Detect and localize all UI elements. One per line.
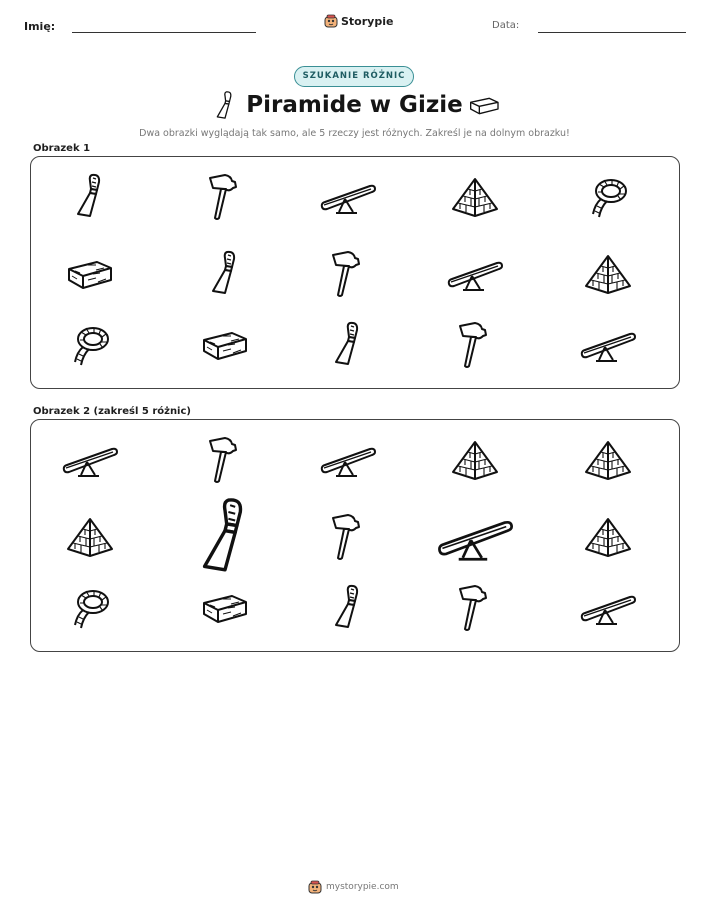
footer: [308, 880, 399, 894]
picture1-chisel-icon: [70, 172, 110, 222]
picture1-chisel-icon: [328, 320, 368, 370]
picture1-seesaw-icon: [320, 179, 376, 215]
instructions: Dwa obrazki wyglądają tak samo, ale 5 rzeczy jest różnych. Zakreśl je na dolnym obrazku!: [139, 128, 570, 139]
picture1-label: Obrazek 1: [33, 143, 91, 154]
name-field-line[interactable]: [72, 32, 256, 33]
picture2-chisel-large-icon[interactable]: [191, 495, 259, 580]
picture1-hammer-icon: [330, 249, 366, 299]
picture1-stone-block-icon: [66, 256, 114, 292]
picture2-hammer-icon[interactable]: [457, 583, 493, 633]
picture2-pyramid-icon[interactable]: [65, 516, 115, 558]
picture1-stone-block-icon: [201, 327, 249, 363]
picture1-chisel-icon: [205, 249, 245, 299]
storypie-logo-icon: [308, 880, 322, 894]
brand-logo: [324, 14, 393, 28]
picture2-seesaw-icon[interactable]: [62, 442, 118, 478]
picture2-seesaw-icon[interactable]: [580, 590, 636, 626]
picture2-pyramid-icon[interactable]: [583, 516, 633, 558]
picture2-seesaw-icon[interactable]: [320, 442, 376, 478]
picture2-stone-block-icon[interactable]: [201, 590, 249, 626]
worksheet-header: [0, 14, 709, 38]
storypie-logo-icon: [324, 14, 338, 28]
picture2-hammer-icon[interactable]: [330, 512, 366, 562]
picture2-rope-icon[interactable]: [67, 585, 113, 631]
brand-name: Storypie: [341, 14, 394, 28]
picture2-chisel-icon[interactable]: [328, 583, 368, 633]
footer-url: mystorypie.com: [326, 882, 399, 892]
picture1-hammer-icon: [457, 320, 493, 370]
date-label: Data:: [492, 20, 520, 31]
picture2-pyramid-icon[interactable]: [450, 439, 500, 481]
picture2-hammer-icon[interactable]: [207, 435, 243, 485]
picture1-hammer-icon: [207, 172, 243, 222]
activity-type-badge: SZUKANIE RÓŻNIC: [294, 66, 414, 87]
date-field-line[interactable]: [538, 32, 686, 33]
picture2-seesaw-large-icon[interactable]: [437, 513, 513, 562]
picture1-rope-icon: [67, 322, 113, 368]
picture2-label: Obrazek 2 (zakreśl 5 różnic): [33, 406, 191, 417]
stone-block-icon: [468, 94, 500, 116]
picture1-seesaw-icon: [447, 256, 503, 292]
picture1-seesaw-icon: [580, 327, 636, 363]
name-label: Imię:: [24, 20, 56, 33]
picture1-rope-icon: [585, 174, 631, 220]
picture1-pyramid-icon: [450, 176, 500, 218]
picture2-pyramid-icon[interactable]: [583, 439, 633, 481]
worksheet-title: Piramide w Gizie: [246, 92, 463, 118]
picture1-pyramid-icon: [583, 253, 633, 295]
